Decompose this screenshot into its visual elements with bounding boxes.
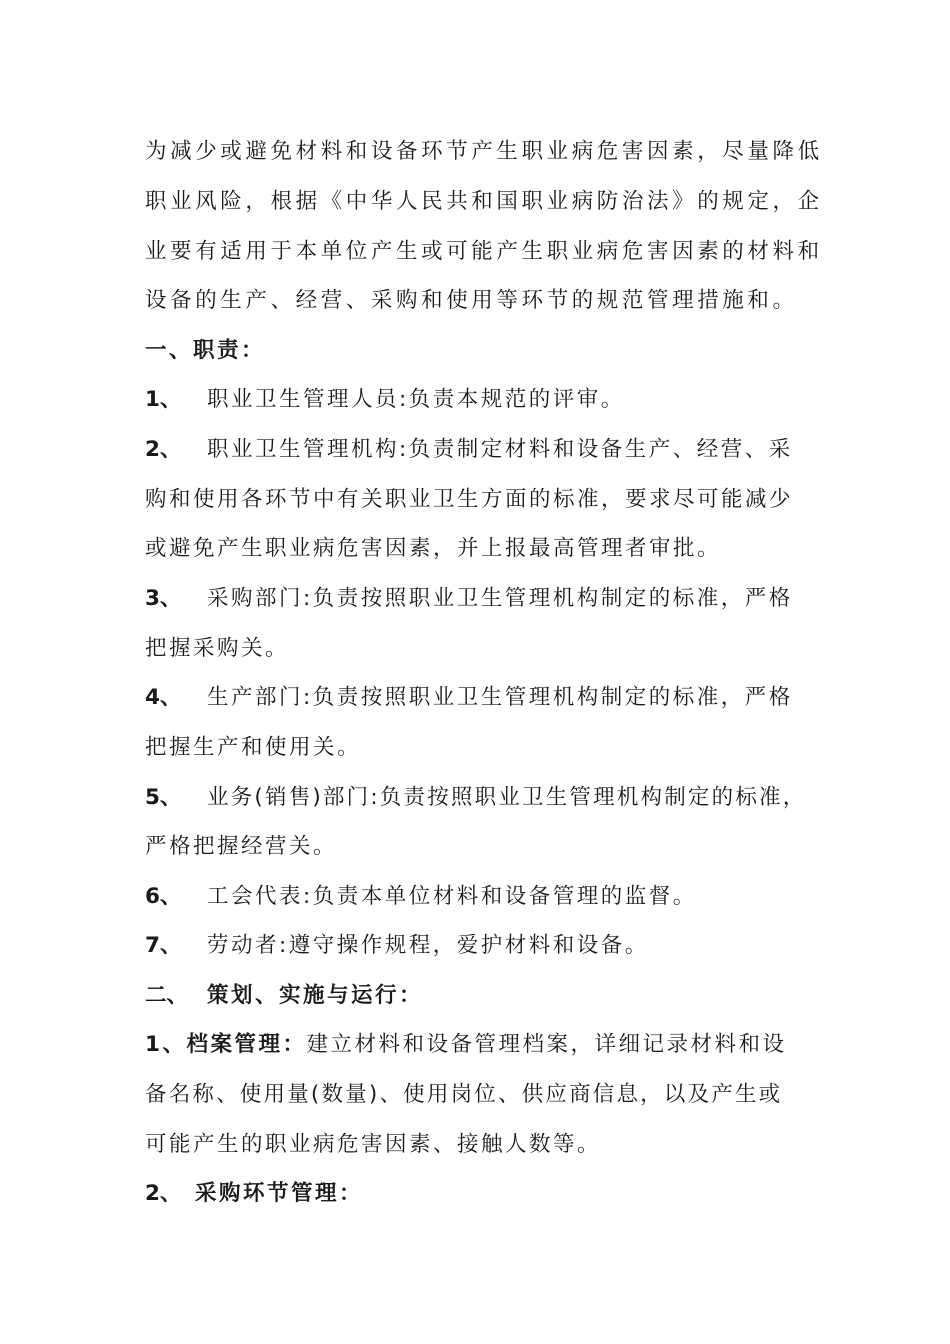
duty-item-7-number: 7、 [145,933,182,958]
duty-item-3-number: 3、 [145,586,182,611]
duty-item-2-cont-2: 或避免产生职业病危害因素，并上报最高管理者审批。 [145,536,722,561]
intro-line-2: 职业风险，根据《中华人民共和国职业病防治法》的规定，企 [145,189,823,214]
duty-item-4-cont: 把握生产和使用关。 [145,735,362,760]
duty-item-7-text: 劳动者:遵守操作规程，爱护材料和设备。 [207,933,649,958]
plan-item-1 [145,1030,805,1060]
plan-item-2 [145,1179,805,1209]
duty-item-3 [145,584,805,614]
intro-line-1: 为减少或避免材料和设备环节产生职业病危害因素，尽量降低 [145,139,823,164]
section-2-title: 策划、实施与运行： [207,983,424,1008]
plan-item-1-text: 建立材料和设备管理档案，详细记录材料和设 [306,1032,787,1057]
section-1-heading: 一、职责： [145,338,266,363]
duty-item-5-text: 业务(销售)部门:负责按照职业卫生管理机构制定的标准， [207,785,807,810]
duty-item-1-text: 职业卫生管理人员:负责本规范的评审。 [207,387,625,412]
duty-item-2-text: 职业卫生管理机构:负责制定材料和设备生产、经营、采 [207,437,793,462]
duty-item-3-cont: 把握采购关。 [145,636,290,661]
duty-item-4-text: 生产部门:负责按照职业卫生管理机构制定的标准，严格 [207,685,793,710]
plan-item-1-cont-1: 备名称、使用量(数量)、使用岗位、供应商信息，以及产生或 [145,1082,783,1107]
duty-item-2-number: 2、 [145,437,182,462]
plan-item-1-label: 1、档案管理： [145,1032,307,1057]
duty-item-6 [145,882,805,912]
section-2-heading [145,981,805,1011]
section-2-number: 二、 [145,983,189,1008]
duty-item-6-text: 工会代表:负责本单位材料和设备管理的监督。 [207,884,697,909]
duty-item-2-cont-1: 购和使用各环节中有关职业卫生方面的标准，要求尽可能减少 [145,487,794,512]
duty-item-3-text: 采购部门:负责按照职业卫生管理机构制定的标准，严格 [207,586,793,611]
duty-item-4 [145,683,805,713]
duty-item-2 [145,435,805,465]
duty-item-6-number: 6、 [145,884,182,909]
duty-item-5 [145,783,805,813]
duty-item-5-number: 5、 [145,785,182,810]
plan-item-1-cont-2: 可能产生的职业病危害因素、接触人数等。 [145,1132,602,1157]
duty-item-5-cont: 严格把握经营关。 [145,834,338,859]
intro-line-4: 设备的生产、经营、采购和使用等环节的规范管理措施和。 [145,288,798,313]
duty-item-1-number: 1、 [145,387,182,412]
plan-item-2-number: 2、 [145,1181,182,1206]
duty-item-7 [145,931,805,961]
plan-item-2-label: 采购环节管理： [195,1181,364,1206]
duty-item-1 [145,385,805,415]
duty-item-4-number: 4、 [145,685,182,710]
intro-line-3: 业要有适用于本单位产生或可能产生职业病危害因素的材料和 [145,239,823,264]
